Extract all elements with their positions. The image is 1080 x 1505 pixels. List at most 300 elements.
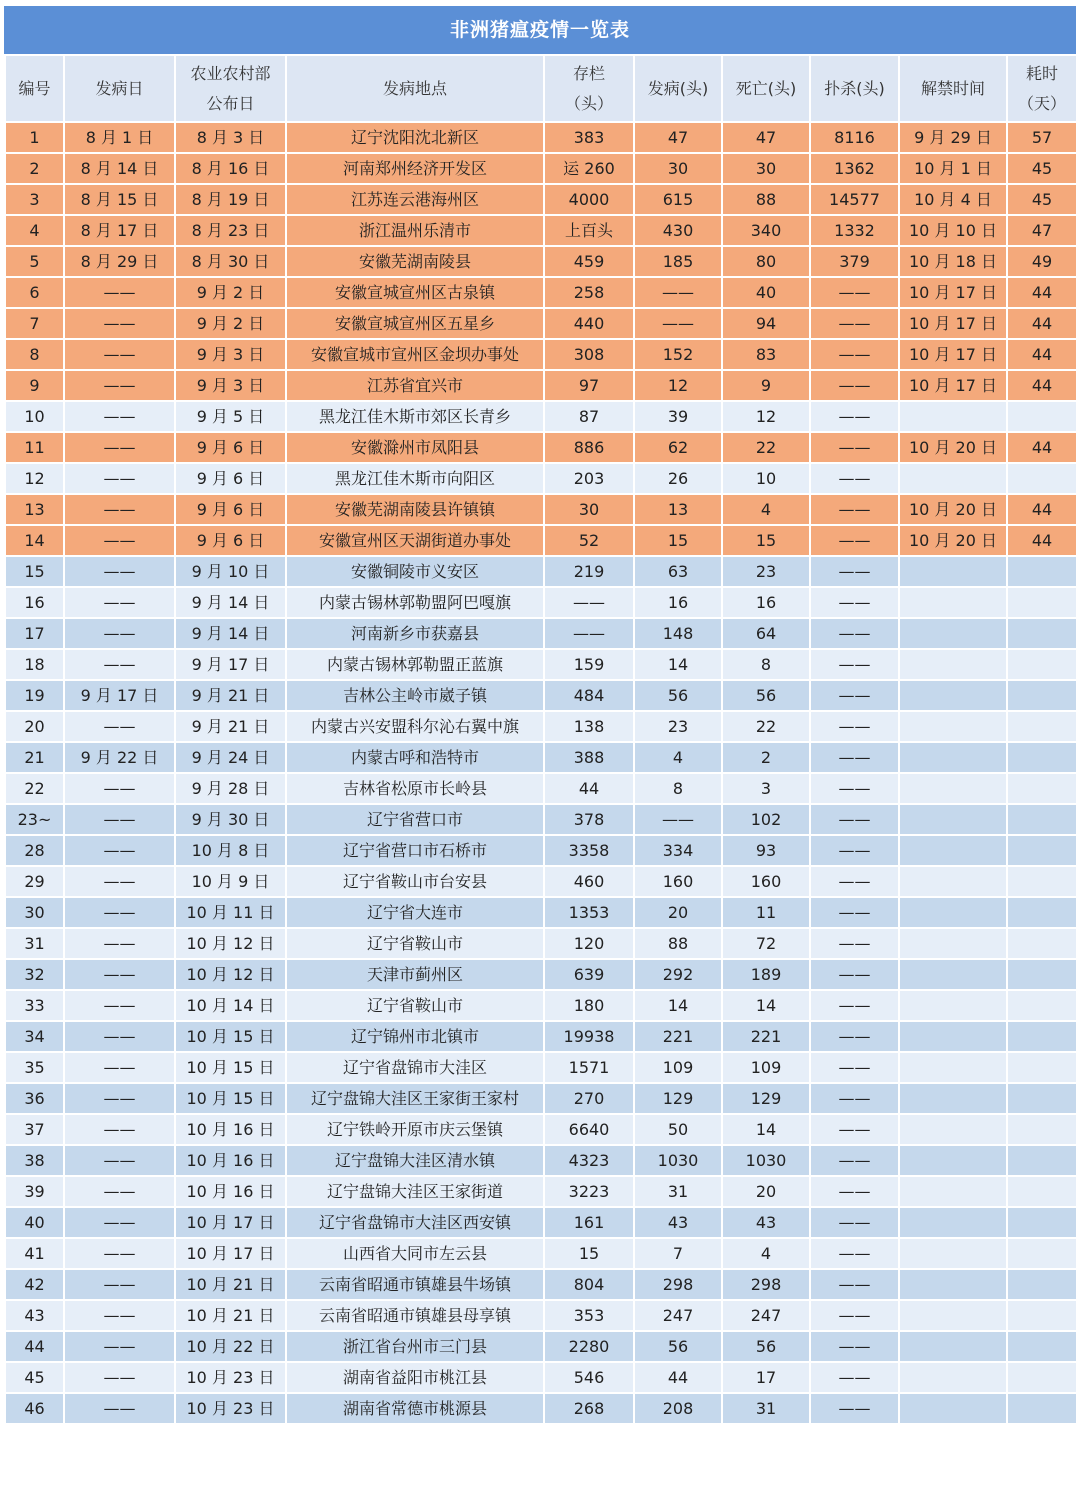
cell-id: 45 bbox=[5, 1362, 64, 1393]
cell-publish-date: 9 月 3 日 bbox=[175, 339, 286, 370]
cell-infected: 292 bbox=[634, 959, 722, 990]
cell-dead: 160 bbox=[722, 866, 810, 897]
cell-onset-date: —— bbox=[64, 494, 175, 525]
cell-stock: 459 bbox=[544, 246, 634, 277]
cell-id: 44 bbox=[5, 1331, 64, 1362]
cell-duration bbox=[1007, 1176, 1077, 1207]
cell-onset-date: —— bbox=[64, 711, 175, 742]
cell-id: 43 bbox=[5, 1300, 64, 1331]
cell-dead: 2 bbox=[722, 742, 810, 773]
cell-duration bbox=[1007, 1052, 1077, 1083]
cell-duration bbox=[1007, 990, 1077, 1021]
cell-lift-date bbox=[899, 556, 1007, 587]
cell-location: 辽宁省营口市 bbox=[286, 804, 544, 835]
cell-onset-date: —— bbox=[64, 804, 175, 835]
cell-duration bbox=[1007, 835, 1077, 866]
cell-dead: 20 bbox=[722, 1176, 810, 1207]
cell-dead: 14 bbox=[722, 1114, 810, 1145]
cell-publish-date: 10 月 15 日 bbox=[175, 1052, 286, 1083]
cell-dead: 83 bbox=[722, 339, 810, 370]
column-header-label: 存栏 bbox=[572, 63, 605, 83]
cell-duration: 44 bbox=[1007, 494, 1077, 525]
cell-publish-date: 9 月 6 日 bbox=[175, 525, 286, 556]
cell-lift-date bbox=[899, 866, 1007, 897]
cell-infected: 208 bbox=[634, 1393, 722, 1424]
cell-publish-date: 10 月 12 日 bbox=[175, 928, 286, 959]
cell-duration: 44 bbox=[1007, 339, 1077, 370]
column-header-label: 发病日 bbox=[95, 78, 144, 98]
cell-publish-date: 9 月 2 日 bbox=[175, 308, 286, 339]
cell-dead: 11 bbox=[722, 897, 810, 928]
cell-infected: 14 bbox=[634, 990, 722, 1021]
table-row bbox=[5, 804, 1077, 835]
cell-infected: —— bbox=[634, 804, 722, 835]
cell-location: 河南新乡市获嘉县 bbox=[286, 618, 544, 649]
cell-lift-date bbox=[899, 1362, 1007, 1393]
cell-dead: 8 bbox=[722, 649, 810, 680]
cell-infected: 13 bbox=[634, 494, 722, 525]
cell-onset-date: —— bbox=[64, 1393, 175, 1424]
cell-infected: 4 bbox=[634, 742, 722, 773]
cell-duration bbox=[1007, 680, 1077, 711]
cell-id: 46 bbox=[5, 1393, 64, 1424]
cell-id: 21 bbox=[5, 742, 64, 773]
cell-culled: 14577 bbox=[810, 184, 899, 215]
cell-location: 辽宁省鞍山市 bbox=[286, 928, 544, 959]
cell-stock: 120 bbox=[544, 928, 634, 959]
cell-dead: 14 bbox=[722, 990, 810, 1021]
table-row bbox=[5, 153, 1077, 184]
table-row bbox=[5, 525, 1077, 556]
cell-dead: 4 bbox=[722, 1238, 810, 1269]
cell-stock: 161 bbox=[544, 1207, 634, 1238]
table-title: 非洲猪瘟疫情一览表 bbox=[4, 6, 1076, 54]
cell-onset-date: 8 月 29 日 bbox=[64, 246, 175, 277]
cell-location: 内蒙古锡林郭勒盟阿巴嘎旗 bbox=[286, 587, 544, 618]
cell-onset-date: —— bbox=[64, 835, 175, 866]
cell-infected: 185 bbox=[634, 246, 722, 277]
cell-onset-date: —— bbox=[64, 370, 175, 401]
table-header-row bbox=[5, 55, 1077, 122]
cell-publish-date: 9 月 21 日 bbox=[175, 680, 286, 711]
cell-infected: 160 bbox=[634, 866, 722, 897]
cell-stock: 6640 bbox=[544, 1114, 634, 1145]
cell-location: 浙江省台州市三门县 bbox=[286, 1331, 544, 1362]
cell-dead: 31 bbox=[722, 1393, 810, 1424]
cell-infected: 23 bbox=[634, 711, 722, 742]
cell-stock: 388 bbox=[544, 742, 634, 773]
cell-id: 32 bbox=[5, 959, 64, 990]
cell-onset-date: —— bbox=[64, 1238, 175, 1269]
column-header bbox=[544, 55, 634, 122]
cell-publish-date: 10 月 15 日 bbox=[175, 1083, 286, 1114]
cell-onset-date: 9 月 22 日 bbox=[64, 742, 175, 773]
cell-id: 2 bbox=[5, 153, 64, 184]
cell-infected: 1030 bbox=[634, 1145, 722, 1176]
table-row bbox=[5, 1114, 1077, 1145]
cell-location: 江苏连云港海州区 bbox=[286, 184, 544, 215]
table-row bbox=[5, 494, 1077, 525]
column-header bbox=[899, 55, 1007, 122]
cell-duration: 49 bbox=[1007, 246, 1077, 277]
cell-lift-date: 10 月 17 日 bbox=[899, 339, 1007, 370]
cell-lift-date: 10 月 10 日 bbox=[899, 215, 1007, 246]
cell-lift-date bbox=[899, 1269, 1007, 1300]
table-body bbox=[5, 122, 1077, 1424]
cell-id: 3 bbox=[5, 184, 64, 215]
table-row bbox=[5, 1052, 1077, 1083]
cell-publish-date: 9 月 2 日 bbox=[175, 277, 286, 308]
table-row bbox=[5, 1021, 1077, 1052]
column-header-label: 发病(头) bbox=[647, 78, 709, 98]
column-header bbox=[286, 55, 544, 122]
cell-lift-date bbox=[899, 773, 1007, 804]
cell-stock: 804 bbox=[544, 1269, 634, 1300]
cell-id: 13 bbox=[5, 494, 64, 525]
cell-onset-date: —— bbox=[64, 556, 175, 587]
cell-publish-date: 10 月 14 日 bbox=[175, 990, 286, 1021]
cell-lift-date: 10 月 20 日 bbox=[899, 525, 1007, 556]
table-row bbox=[5, 401, 1077, 432]
cell-publish-date: 9 月 3 日 bbox=[175, 370, 286, 401]
cell-stock: 180 bbox=[544, 990, 634, 1021]
cell-stock: 308 bbox=[544, 339, 634, 370]
cell-duration bbox=[1007, 1269, 1077, 1300]
table-row bbox=[5, 556, 1077, 587]
table-row bbox=[5, 246, 1077, 277]
cell-culled: —— bbox=[810, 556, 899, 587]
cell-duration: 44 bbox=[1007, 308, 1077, 339]
cell-culled: —— bbox=[810, 1362, 899, 1393]
cell-lift-date bbox=[899, 1176, 1007, 1207]
cell-publish-date: 9 月 14 日 bbox=[175, 587, 286, 618]
cell-stock: 138 bbox=[544, 711, 634, 742]
cell-infected: 247 bbox=[634, 1300, 722, 1331]
table-row bbox=[5, 1269, 1077, 1300]
cell-dead: 17 bbox=[722, 1362, 810, 1393]
table-row bbox=[5, 1207, 1077, 1238]
cell-onset-date: —— bbox=[64, 1052, 175, 1083]
column-header bbox=[810, 55, 899, 122]
cell-infected: 129 bbox=[634, 1083, 722, 1114]
cell-lift-date bbox=[899, 1114, 1007, 1145]
cell-dead: 102 bbox=[722, 804, 810, 835]
cell-publish-date: 10 月 23 日 bbox=[175, 1393, 286, 1424]
cell-culled: —— bbox=[810, 835, 899, 866]
cell-publish-date: 10 月 9 日 bbox=[175, 866, 286, 897]
cell-culled: —— bbox=[810, 866, 899, 897]
cell-duration bbox=[1007, 742, 1077, 773]
cell-duration bbox=[1007, 773, 1077, 804]
cell-lift-date bbox=[899, 959, 1007, 990]
cell-stock: 3223 bbox=[544, 1176, 634, 1207]
cell-stock: 484 bbox=[544, 680, 634, 711]
cell-onset-date: —— bbox=[64, 277, 175, 308]
cell-onset-date: —— bbox=[64, 432, 175, 463]
cell-location: 湖南省益阳市桃江县 bbox=[286, 1362, 544, 1393]
cell-infected: 56 bbox=[634, 680, 722, 711]
cell-duration bbox=[1007, 1145, 1077, 1176]
cell-lift-date bbox=[899, 587, 1007, 618]
cell-location: 吉林省松原市长岭县 bbox=[286, 773, 544, 804]
cell-infected: 50 bbox=[634, 1114, 722, 1145]
cell-onset-date: —— bbox=[64, 1176, 175, 1207]
cell-duration bbox=[1007, 804, 1077, 835]
cell-dead: 16 bbox=[722, 587, 810, 618]
cell-dead: 88 bbox=[722, 184, 810, 215]
table-row bbox=[5, 339, 1077, 370]
cell-location: 云南省昭通市镇雄县牛场镇 bbox=[286, 1269, 544, 1300]
cell-onset-date: 8 月 1 日 bbox=[64, 122, 175, 153]
cell-culled: —— bbox=[810, 370, 899, 401]
cell-culled: —— bbox=[810, 711, 899, 742]
cell-duration bbox=[1007, 1207, 1077, 1238]
cell-lift-date: 9 月 29 日 bbox=[899, 122, 1007, 153]
cell-culled: —— bbox=[810, 897, 899, 928]
column-header bbox=[1007, 55, 1077, 122]
cell-infected: 43 bbox=[634, 1207, 722, 1238]
cell-location: 湖南省常德市桃源县 bbox=[286, 1393, 544, 1424]
cell-onset-date: —— bbox=[64, 1300, 175, 1331]
column-header bbox=[175, 55, 286, 122]
table-row bbox=[5, 1176, 1077, 1207]
cell-lift-date bbox=[899, 618, 1007, 649]
cell-dead: 23 bbox=[722, 556, 810, 587]
cell-location: 河南郑州经济开发区 bbox=[286, 153, 544, 184]
cell-onset-date: 8 月 17 日 bbox=[64, 215, 175, 246]
cell-id: 8 bbox=[5, 339, 64, 370]
cell-publish-date: 8 月 3 日 bbox=[175, 122, 286, 153]
cell-publish-date: 10 月 23 日 bbox=[175, 1362, 286, 1393]
cell-lift-date bbox=[899, 1238, 1007, 1269]
cell-culled: —— bbox=[810, 587, 899, 618]
cell-lift-date bbox=[899, 1145, 1007, 1176]
cell-id: 37 bbox=[5, 1114, 64, 1145]
cell-id: 10 bbox=[5, 401, 64, 432]
outbreak-table bbox=[4, 54, 1078, 1425]
cell-culled: —— bbox=[810, 680, 899, 711]
cell-location: 辽宁省鞍山市台安县 bbox=[286, 866, 544, 897]
column-header bbox=[5, 55, 64, 122]
cell-dead: 189 bbox=[722, 959, 810, 990]
cell-dead: 247 bbox=[722, 1300, 810, 1331]
cell-dead: 40 bbox=[722, 277, 810, 308]
cell-onset-date: —— bbox=[64, 525, 175, 556]
cell-id: 11 bbox=[5, 432, 64, 463]
cell-dead: 56 bbox=[722, 680, 810, 711]
cell-publish-date: 8 月 30 日 bbox=[175, 246, 286, 277]
table-row bbox=[5, 587, 1077, 618]
cell-culled: —— bbox=[810, 277, 899, 308]
cell-infected: 221 bbox=[634, 1021, 722, 1052]
cell-id: 6 bbox=[5, 277, 64, 308]
cell-duration bbox=[1007, 1083, 1077, 1114]
cell-onset-date: —— bbox=[64, 1021, 175, 1052]
cell-onset-date: —— bbox=[64, 1083, 175, 1114]
cell-stock: 270 bbox=[544, 1083, 634, 1114]
cell-stock: 运 260 bbox=[544, 153, 634, 184]
cell-dead: 43 bbox=[722, 1207, 810, 1238]
cell-duration: 45 bbox=[1007, 184, 1077, 215]
cell-location: 安徽宣城市宣州区金坝办事处 bbox=[286, 339, 544, 370]
cell-duration bbox=[1007, 587, 1077, 618]
cell-culled: —— bbox=[810, 1021, 899, 1052]
cell-culled: —— bbox=[810, 1145, 899, 1176]
cell-duration bbox=[1007, 618, 1077, 649]
cell-dead: 221 bbox=[722, 1021, 810, 1052]
cell-duration bbox=[1007, 1362, 1077, 1393]
cell-publish-date: 10 月 12 日 bbox=[175, 959, 286, 990]
cell-dead: 109 bbox=[722, 1052, 810, 1083]
cell-infected: 44 bbox=[634, 1362, 722, 1393]
cell-dead: 56 bbox=[722, 1331, 810, 1362]
cell-onset-date: —— bbox=[64, 897, 175, 928]
cell-id: 14 bbox=[5, 525, 64, 556]
cell-duration bbox=[1007, 1393, 1077, 1424]
column-header-unit: （头） bbox=[564, 93, 613, 113]
cell-location: 安徽芜湖南陵县许镇镇 bbox=[286, 494, 544, 525]
cell-onset-date: —— bbox=[64, 1362, 175, 1393]
cell-stock: 159 bbox=[544, 649, 634, 680]
cell-location: 江苏省宜兴市 bbox=[286, 370, 544, 401]
cell-location: 黑龙江佳木斯市向阳区 bbox=[286, 463, 544, 494]
table-row bbox=[5, 835, 1077, 866]
cell-publish-date: 10 月 17 日 bbox=[175, 1207, 286, 1238]
cell-publish-date: 9 月 6 日 bbox=[175, 463, 286, 494]
cell-stock: 886 bbox=[544, 432, 634, 463]
cell-stock: 1353 bbox=[544, 897, 634, 928]
cell-stock: 378 bbox=[544, 804, 634, 835]
cell-onset-date: —— bbox=[64, 1114, 175, 1145]
cell-publish-date: 9 月 30 日 bbox=[175, 804, 286, 835]
cell-stock: 4000 bbox=[544, 184, 634, 215]
table-row bbox=[5, 1331, 1077, 1362]
cell-infected: 12 bbox=[634, 370, 722, 401]
cell-lift-date bbox=[899, 1207, 1007, 1238]
cell-id: 28 bbox=[5, 835, 64, 866]
cell-culled: —— bbox=[810, 742, 899, 773]
cell-dead: 94 bbox=[722, 308, 810, 339]
cell-onset-date: —— bbox=[64, 401, 175, 432]
cell-culled: 1332 bbox=[810, 215, 899, 246]
cell-stock: 258 bbox=[544, 277, 634, 308]
cell-id: 19 bbox=[5, 680, 64, 711]
cell-id: 41 bbox=[5, 1238, 64, 1269]
cell-lift-date bbox=[899, 897, 1007, 928]
cell-infected: 298 bbox=[634, 1269, 722, 1300]
cell-location: 云南省昭通市镇雄县母享镇 bbox=[286, 1300, 544, 1331]
cell-id: 38 bbox=[5, 1145, 64, 1176]
cell-location: 辽宁省营口市石桥市 bbox=[286, 835, 544, 866]
column-header-unit: 公布日 bbox=[206, 93, 255, 113]
cell-lift-date: 10 月 20 日 bbox=[899, 494, 1007, 525]
cell-lift-date bbox=[899, 990, 1007, 1021]
table-row bbox=[5, 1393, 1077, 1424]
cell-duration bbox=[1007, 959, 1077, 990]
column-header-label: 农业农村部 bbox=[190, 63, 271, 83]
cell-stock: 1571 bbox=[544, 1052, 634, 1083]
cell-duration: 44 bbox=[1007, 277, 1077, 308]
cell-location: 辽宁省盘锦市大洼区西安镇 bbox=[286, 1207, 544, 1238]
cell-infected: 8 bbox=[634, 773, 722, 804]
cell-stock: 219 bbox=[544, 556, 634, 587]
cell-infected: 31 bbox=[634, 1176, 722, 1207]
cell-id: 17 bbox=[5, 618, 64, 649]
cell-id: 35 bbox=[5, 1052, 64, 1083]
cell-stock: 44 bbox=[544, 773, 634, 804]
cell-onset-date: —— bbox=[64, 308, 175, 339]
table-row bbox=[5, 277, 1077, 308]
cell-culled: —— bbox=[810, 401, 899, 432]
cell-id: 33 bbox=[5, 990, 64, 1021]
cell-publish-date: 10 月 15 日 bbox=[175, 1021, 286, 1052]
cell-lift-date: 10 月 17 日 bbox=[899, 277, 1007, 308]
column-header-label: 发病地点 bbox=[382, 78, 447, 98]
table-row bbox=[5, 1145, 1077, 1176]
cell-location: 安徽铜陵市义安区 bbox=[286, 556, 544, 587]
cell-location: 辽宁省盘锦市大洼区 bbox=[286, 1052, 544, 1083]
cell-lift-date: 10 月 18 日 bbox=[899, 246, 1007, 277]
cell-publish-date: 10 月 8 日 bbox=[175, 835, 286, 866]
cell-id: 5 bbox=[5, 246, 64, 277]
cell-duration: 44 bbox=[1007, 370, 1077, 401]
table-row bbox=[5, 928, 1077, 959]
cell-infected: 26 bbox=[634, 463, 722, 494]
cell-location: 内蒙古呼和浩特市 bbox=[286, 742, 544, 773]
cell-infected: 334 bbox=[634, 835, 722, 866]
cell-lift-date: 10 月 17 日 bbox=[899, 308, 1007, 339]
table-row bbox=[5, 370, 1077, 401]
cell-infected: 16 bbox=[634, 587, 722, 618]
cell-culled: —— bbox=[810, 339, 899, 370]
cell-infected: 109 bbox=[634, 1052, 722, 1083]
cell-infected: 7 bbox=[634, 1238, 722, 1269]
cell-location: 辽宁盘锦大洼区王家街王家村 bbox=[286, 1083, 544, 1114]
cell-id: 1 bbox=[5, 122, 64, 153]
cell-infected: 63 bbox=[634, 556, 722, 587]
cell-dead: 1030 bbox=[722, 1145, 810, 1176]
cell-lift-date bbox=[899, 928, 1007, 959]
cell-lift-date: 10 月 17 日 bbox=[899, 370, 1007, 401]
cell-culled: —— bbox=[810, 1393, 899, 1424]
cell-stock: 2280 bbox=[544, 1331, 634, 1362]
cell-lift-date bbox=[899, 1331, 1007, 1362]
cell-id: 9 bbox=[5, 370, 64, 401]
cell-culled: —— bbox=[810, 1207, 899, 1238]
cell-dead: 30 bbox=[722, 153, 810, 184]
table-row bbox=[5, 122, 1077, 153]
cell-infected: 56 bbox=[634, 1331, 722, 1362]
cell-duration bbox=[1007, 1021, 1077, 1052]
cell-publish-date: 9 月 6 日 bbox=[175, 494, 286, 525]
cell-stock: 3358 bbox=[544, 835, 634, 866]
cell-publish-date: 8 月 23 日 bbox=[175, 215, 286, 246]
cell-culled: —— bbox=[810, 773, 899, 804]
cell-infected: —— bbox=[634, 277, 722, 308]
cell-duration: 45 bbox=[1007, 153, 1077, 184]
cell-culled: —— bbox=[810, 308, 899, 339]
cell-lift-date bbox=[899, 680, 1007, 711]
cell-publish-date: 10 月 16 日 bbox=[175, 1176, 286, 1207]
cell-publish-date: 10 月 22 日 bbox=[175, 1331, 286, 1362]
cell-duration bbox=[1007, 463, 1077, 494]
table-row bbox=[5, 215, 1077, 246]
cell-infected: —— bbox=[634, 308, 722, 339]
cell-culled: —— bbox=[810, 1238, 899, 1269]
cell-id: 22 bbox=[5, 773, 64, 804]
cell-culled: —— bbox=[810, 1114, 899, 1145]
table-row bbox=[5, 742, 1077, 773]
